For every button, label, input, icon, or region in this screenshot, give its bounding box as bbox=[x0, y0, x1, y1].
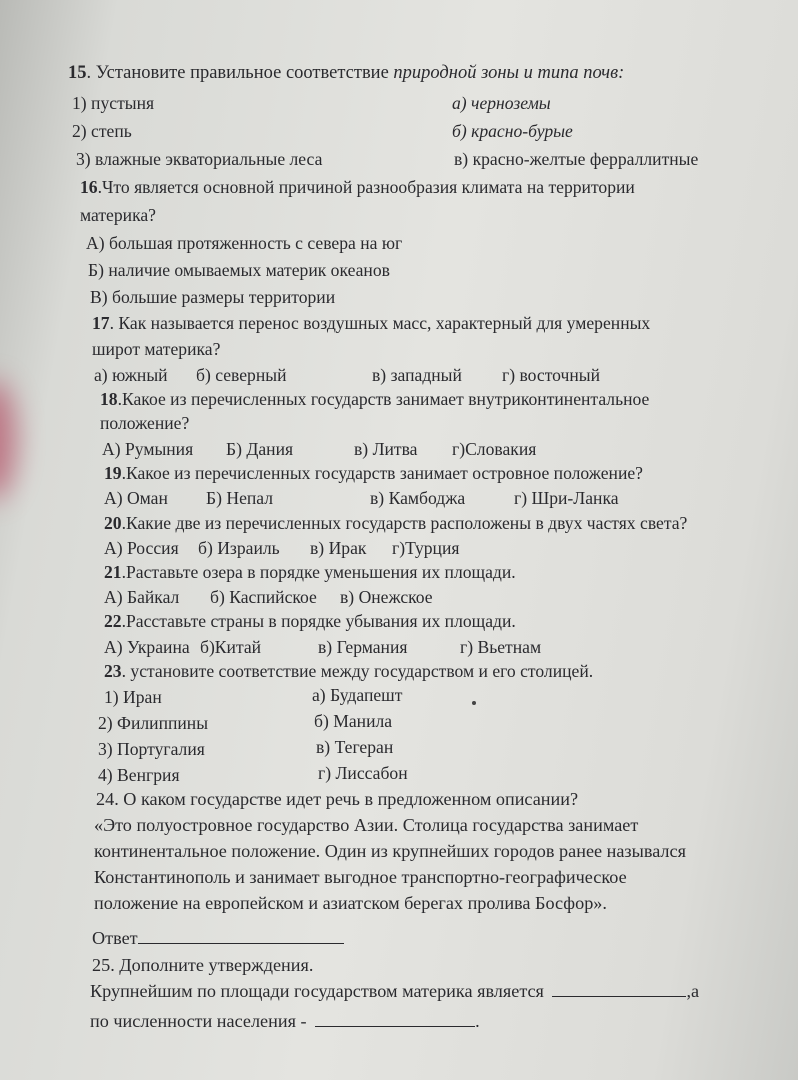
q16-option-b: Б) наличие омываемых материк океанов bbox=[88, 260, 390, 280]
q23-left-2: 2) Филиппины bbox=[98, 713, 209, 733]
q18-title bbox=[100, 388, 649, 410]
q18-option-c: в) Литва bbox=[354, 439, 418, 459]
q23-title bbox=[104, 660, 593, 682]
q17-option-b: б) северный bbox=[196, 365, 287, 385]
q21-text: .Раставьте озера в порядке уменьшения их площади. bbox=[121, 562, 516, 582]
q24-answer-row bbox=[92, 927, 344, 949]
q23-right-3: в) Тегеран bbox=[316, 737, 394, 757]
q16-option-a: А) большая протяженность с севера на юг bbox=[86, 233, 403, 253]
q20-title bbox=[104, 512, 687, 534]
q15-right-2: б) красно-бурые bbox=[452, 121, 573, 141]
q16-text: .Что является основной причиной разнообразия климата на территории bbox=[97, 177, 635, 197]
q20-option-d: г)Турция bbox=[392, 538, 460, 558]
q20-number: 20 bbox=[104, 513, 122, 533]
q24-title: 24. О каком государстве идет речь в предложенном описании? bbox=[96, 789, 579, 809]
q18-option-d: г)Словакия bbox=[452, 439, 537, 459]
q25-line2 bbox=[90, 980, 699, 1002]
q18-number: 18 bbox=[100, 389, 118, 409]
q25-line2-end: ,а bbox=[686, 981, 700, 1001]
q19-text: .Какое из перечисленных государств занимает островное положение? bbox=[121, 463, 643, 483]
q25-line2-text: Крупнейшим по площади государством материка является bbox=[90, 981, 544, 1001]
q25-blank-2[interactable] bbox=[315, 1012, 475, 1027]
q24-answer-label: Ответ bbox=[92, 928, 138, 948]
q17-text-line2: широт материка? bbox=[92, 339, 221, 359]
q15-title bbox=[68, 62, 624, 84]
q24-quote-line2: континентальное положение. Один из крупнейших городов ранее назывался bbox=[94, 841, 686, 861]
q25-title: 25. Дополните утверждения. bbox=[92, 955, 314, 975]
q23-left-1: 1) Иран bbox=[104, 687, 162, 707]
q24-quote-line1: «Это полуостровное государство Азии. Столица государства занимает bbox=[94, 815, 639, 835]
q25-line3 bbox=[90, 1010, 480, 1032]
q22-option-d: г) Вьетнам bbox=[460, 637, 542, 657]
q23-text: . установите соответствие между государством и его столицей. bbox=[121, 661, 594, 681]
q21-number: 21 bbox=[104, 562, 122, 582]
q22-option-c: в) Германия bbox=[318, 637, 408, 657]
q15-left-2: 2) степь bbox=[72, 121, 132, 141]
q23-right-4: г) Лиссабон bbox=[318, 763, 408, 783]
q22-option-b: б)Китай bbox=[200, 637, 262, 657]
q25-line3-end: . bbox=[475, 1011, 480, 1031]
q20-option-a: А) Россия bbox=[104, 538, 179, 558]
q23-left-4: 4) Венгрия bbox=[98, 765, 180, 785]
q18-option-b: Б) Дания bbox=[226, 439, 294, 459]
q16-option-c: В) большие размеры территории bbox=[90, 287, 336, 307]
q20-option-c: в) Ирак bbox=[310, 538, 367, 558]
q19-number: 19 bbox=[104, 463, 122, 483]
q19-option-a: А) Оман bbox=[104, 488, 168, 508]
q23-number: 23 bbox=[104, 661, 122, 681]
q23-right-1: а) Будапешт bbox=[312, 685, 403, 705]
q25-line3-text: по численности населения - bbox=[90, 1011, 307, 1031]
finger-shadow bbox=[0, 380, 16, 500]
q24-answer-blank[interactable] bbox=[138, 929, 344, 944]
q24-quote-line3: Константинополь и занимает выгодное транспортно-географическое bbox=[94, 867, 627, 887]
q20-text: .Какие две из перечисленных государств расположены в двух частях света? bbox=[121, 513, 688, 533]
q15-text: . Установите правильное соответствие bbox=[86, 63, 394, 83]
q15-number: 15 bbox=[68, 63, 87, 83]
q15-text-italic: природной зоны и типа почв: bbox=[393, 63, 625, 83]
q19-title bbox=[104, 462, 643, 484]
q15-left-3: 3) влажные экваториальные леса bbox=[76, 149, 323, 169]
q20-option-b: б) Израиль bbox=[198, 538, 280, 558]
q19-option-d: г) Шри-Ланка bbox=[514, 488, 619, 508]
q25-blank-1[interactable] bbox=[552, 982, 686, 997]
q24-quote-line4: положение на европейском и азиатском берегах пролива Босфор». bbox=[94, 893, 607, 913]
q17-title bbox=[92, 312, 650, 334]
q23-right-2: б) Манила bbox=[314, 711, 393, 731]
q18-text: .Какое из перечисленных государств занимает внутриконтинентальное bbox=[117, 389, 650, 409]
q18-option-a: А) Румыния bbox=[102, 439, 194, 459]
speck bbox=[472, 701, 476, 705]
q22-option-a: А) Украина bbox=[104, 637, 190, 657]
q19-option-c: в) Камбоджа bbox=[370, 488, 466, 508]
q15-right-1: а) черноземы bbox=[452, 93, 551, 113]
q19-option-b: Б) Непал bbox=[206, 488, 274, 508]
q21-title bbox=[104, 561, 516, 583]
q18-text-line2: положение? bbox=[100, 413, 190, 433]
q17-option-a: а) южный bbox=[94, 365, 168, 385]
q15-left-1: 1) пустыня bbox=[72, 93, 155, 113]
q17-option-d: г) восточный bbox=[502, 365, 601, 385]
q16-title bbox=[80, 176, 635, 198]
q17-number: 17 bbox=[92, 313, 110, 333]
q22-title bbox=[104, 610, 516, 632]
q21-option-c: в) Онежское bbox=[340, 587, 433, 607]
q23-left-3: 3) Португалия bbox=[98, 739, 205, 759]
q15-right-3: в) красно-желтые ферраллитные bbox=[454, 149, 699, 169]
q17-option-c: в) западный bbox=[372, 365, 462, 385]
q17-text: . Как называется перенос воздушных масс, характерный для умеренных bbox=[109, 313, 651, 333]
q16-number: 16 bbox=[80, 177, 98, 197]
q16-text-line2: материка? bbox=[80, 205, 156, 225]
q21-option-a: А) Байкал bbox=[104, 587, 180, 607]
q22-number: 22 bbox=[104, 611, 122, 631]
q22-text: .Расставьте страны в порядке убывания их площади. bbox=[121, 611, 516, 631]
q21-option-b: б) Каспийское bbox=[210, 587, 317, 607]
